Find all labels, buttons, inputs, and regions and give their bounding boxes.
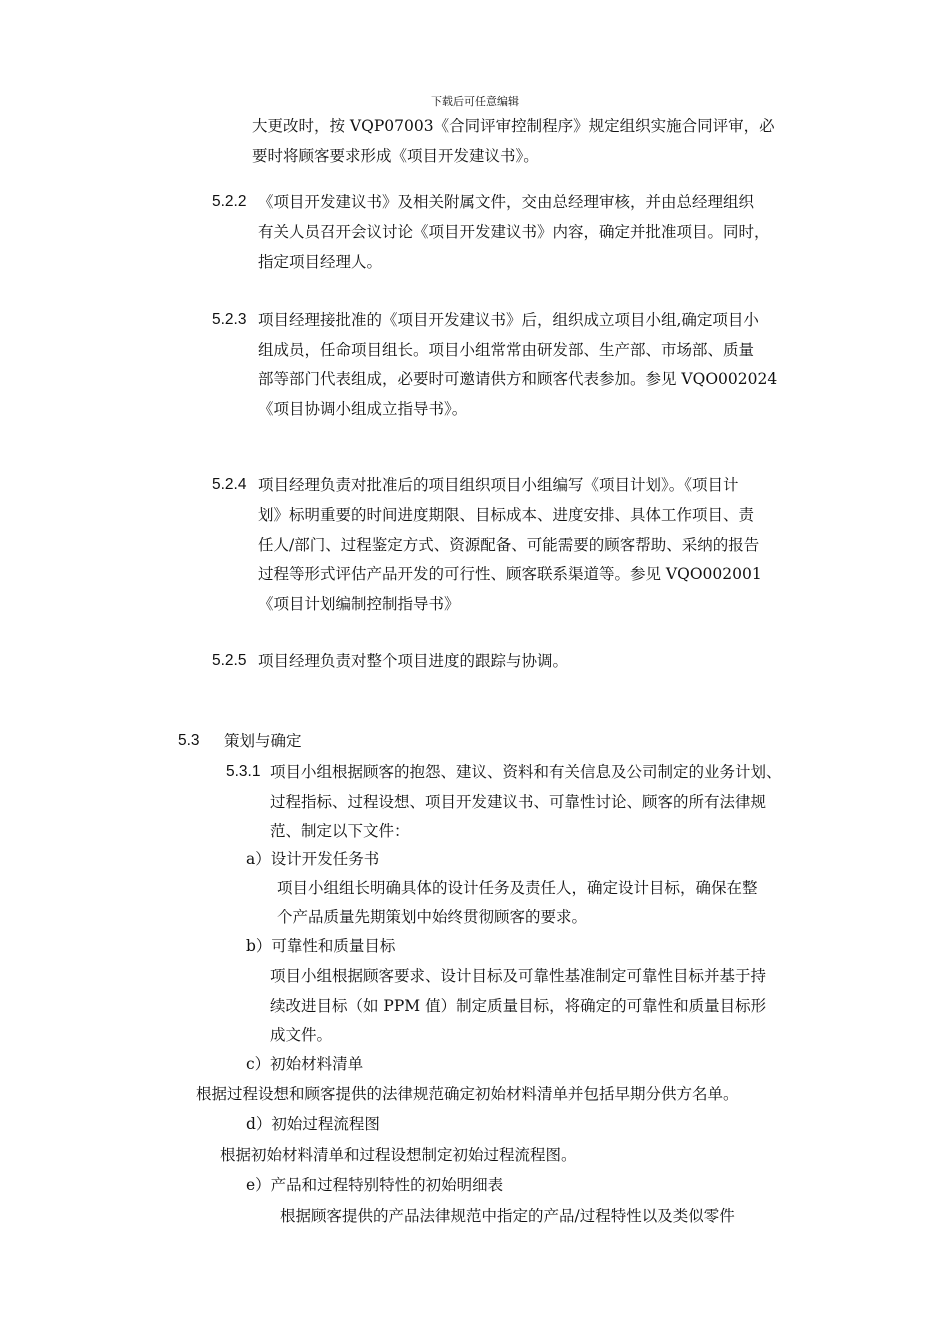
section-5-3-1-line-2: 过程指标、过程设想、项目开发建议书、可靠性讨论、顾客的所有法律规 [270,793,767,811]
section-5-2-3-line-1: 项目经理接批准的《项目开发建议书》后，组织成立项目小组,确定项目小 [258,311,759,329]
section-5-2-2-line-3: 指定项目经理人。 [258,253,383,271]
item-a-line-2: 个产品质量先期策划中始终贯彻顾客的要求。 [277,908,588,926]
section-5-2-3-line-2: 组成员，任命项目组长。项目小组常常由研发部、生产部、市场部、质量 [258,341,755,359]
section-5-2-3-line-4: 《项目协调小组成立指导书》。 [258,400,468,418]
section-5-3-title: 策划与确定 [224,732,302,750]
section-5-2-4-line-5: 《项目计划编制控制指导书》 [258,595,460,613]
section-5-3-1-line-1: 项目小组根据顾客的抱怨、建议、资料和有关信息及公司制定的业务计划、 [270,763,782,781]
section-5-2-2-line-2: 有关人员召开会议讨论《项目开发建议书》内容，确定并批准项目。同时， [258,223,770,241]
section-5-2-5-text: 项目经理负责对整个项目进度的跟踪与协调。 [258,652,569,670]
section-5-2-4-line-1: 项目经理负责对批准后的项目组织项目小组编写《项目计划》。《项目计 [258,476,739,494]
item-c-label: c）初始材料清单 [246,1055,364,1073]
item-e-text: 根据顾客提供的产品法律规范中指定的产品/过程特性以及类似零件 [280,1207,735,1225]
item-c-text: 根据过程设想和顾客提供的法律规范确定初始材料清单并包括早期分供方名单。 [196,1085,739,1103]
section-number-5-2-5: 5.2.5 [212,652,247,669]
item-b-line-3: 成文件。 [270,1026,333,1044]
item-b-line-2: 续改进目标（如 PPM 值）制定质量目标，将确定的可靠性和质量目标形 [270,997,767,1015]
intro-line-2: 要时将顾客要求形成《项目开发建议书》。 [252,147,539,165]
item-e-label: e）产品和过程特别特性的初始明细表 [246,1176,504,1194]
section-number-5-2-3: 5.2.3 [212,311,247,328]
item-d-label: d）初始过程流程图 [246,1115,380,1133]
section-5-2-3-line-3: 部等部门代表组成，必要时可邀请供方和顾客代表参加。参见 VQO002024 [258,370,778,388]
section-number-5-3-1: 5.3.1 [226,763,261,780]
intro-line-1: 大更改时，按 VQP07003《合同评审控制程序》规定组织实施合同评审，必 [252,117,775,135]
item-a-line-1: 项目小组组长明确具体的设计任务及责任人，确定设计目标，确保在整 [277,879,758,897]
item-a-label: a）设计开发任务书 [246,850,380,868]
section-number-5-3: 5.3 [178,732,200,749]
section-5-2-4-line-3: 任人/部门、过程鉴定方式、资源配备、可能需要的顾客帮助、采纳的报告 [258,536,760,554]
item-d-text: 根据初始材料清单和过程设想制定初始过程流程图。 [220,1146,577,1164]
section-number-5-2-4: 5.2.4 [212,476,247,493]
page-header: 下载后可任意编辑 [431,95,519,108]
item-b-label: b）可靠性和质量目标 [246,937,396,955]
section-5-2-4-line-2: 划》标明重要的时间进度期限、目标成本、进度安排、具体工作项目、责 [258,506,755,524]
section-number-5-2-2: 5.2.2 [212,193,247,210]
item-b-line-1: 项目小组根据顾客要求、设计目标及可靠性基准制定可靠性目标并基于持 [270,967,767,985]
section-5-2-2-line-1: 《项目开发建议书》及相关附属文件，交由总经理审核，并由总经理组织 [258,193,755,211]
section-5-2-4-line-4: 过程等形式评估产品开发的可行性、顾客联系渠道等。参见 VQO002001 [258,565,762,583]
section-5-3-1-line-3: 范、制定以下文件： [270,822,410,840]
